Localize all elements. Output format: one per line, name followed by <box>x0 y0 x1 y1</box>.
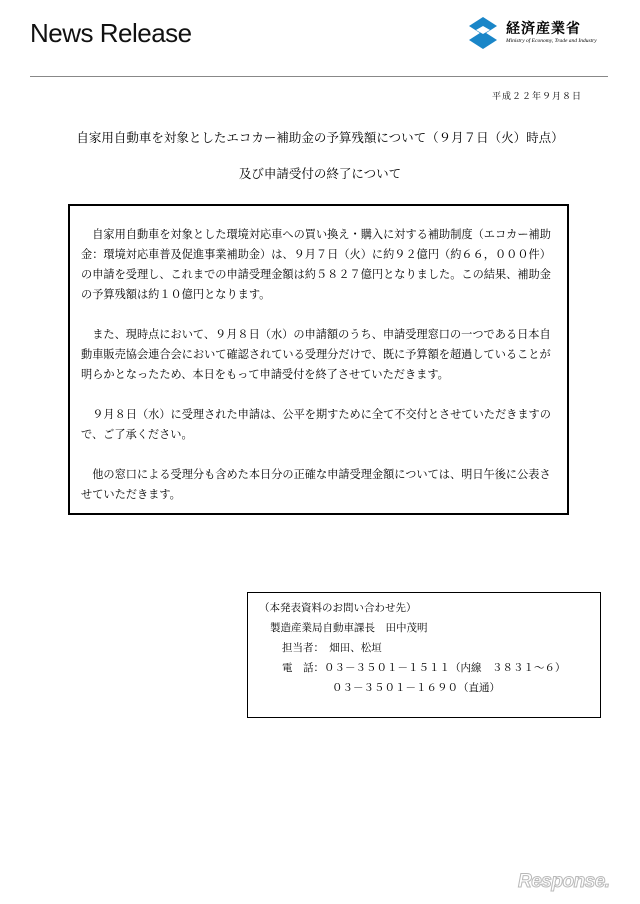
paragraph-2: また、現時点において、９月８日（水）の申請額のうち、申請受理窓口の一つである日本自動車販売協会連合会において確認されている受理分だけで、既に予算額を超過していることが明らかとなったため、本日をもって申請受付を終了させていただきます。 <box>81 328 551 381</box>
ministry-name-english: Ministry of Economy, Trade and Industry <box>506 38 597 44</box>
response-watermark <box>512 870 632 896</box>
paragraph-1: 自家用自動車を対象とした環境対応車への買い換え・購入に対する補助制度（エコカー補助金：環境対応車普及促進事業補助金）は、９月７日（火）に約９２億円（約６６，０００件）の申請を受理し、これまでの申請受理金額は約５８２７億円となりました。この結果、補助金の予算残額は約１０億円となります。 <box>81 228 551 301</box>
contact-heading: （本発表資料のお問い合わせ先） <box>259 602 417 614</box>
paragraph-3: ９月８日（水）に受理された申請は、公平を期すために全て不交付とさせていただきますので、ご了承ください。 <box>81 408 551 441</box>
ministry-name: 経済産業省 <box>506 21 581 37</box>
contact-phone-main: 電 話：０３－３５０１－１５１１（内線 ３８３１～６） <box>282 662 566 674</box>
paragraph-4: 他の窓口による受理分も含めた本日分の正確な申請受理金額については、明日午後に公表させていただきます。 <box>81 468 551 501</box>
release-date: 平成２２年９月８日 <box>491 92 582 102</box>
document-title-line-2: 及び申請受付の終了について <box>238 166 402 181</box>
contact-department: 製造産業局自動車課長 田中茂明 <box>270 622 428 634</box>
news-release-title: News Release <box>30 18 192 48</box>
ministry-logo <box>466 14 626 54</box>
meti-logo-icon <box>466 14 500 52</box>
contact-staff: 担当者： 畑田、松垣 <box>282 642 382 654</box>
contact-phone-direct: ０３－３５０１－１６９０（直通） <box>332 682 500 694</box>
document-title-line-1: 自家用自動車を対象としたエコカー補助金の予算残額について（９月７日（火）時点） <box>76 130 564 145</box>
contact-box <box>247 592 601 718</box>
response-watermark-text: Response. <box>518 871 610 892</box>
header-divider <box>30 76 608 77</box>
announcement-box <box>68 204 569 515</box>
